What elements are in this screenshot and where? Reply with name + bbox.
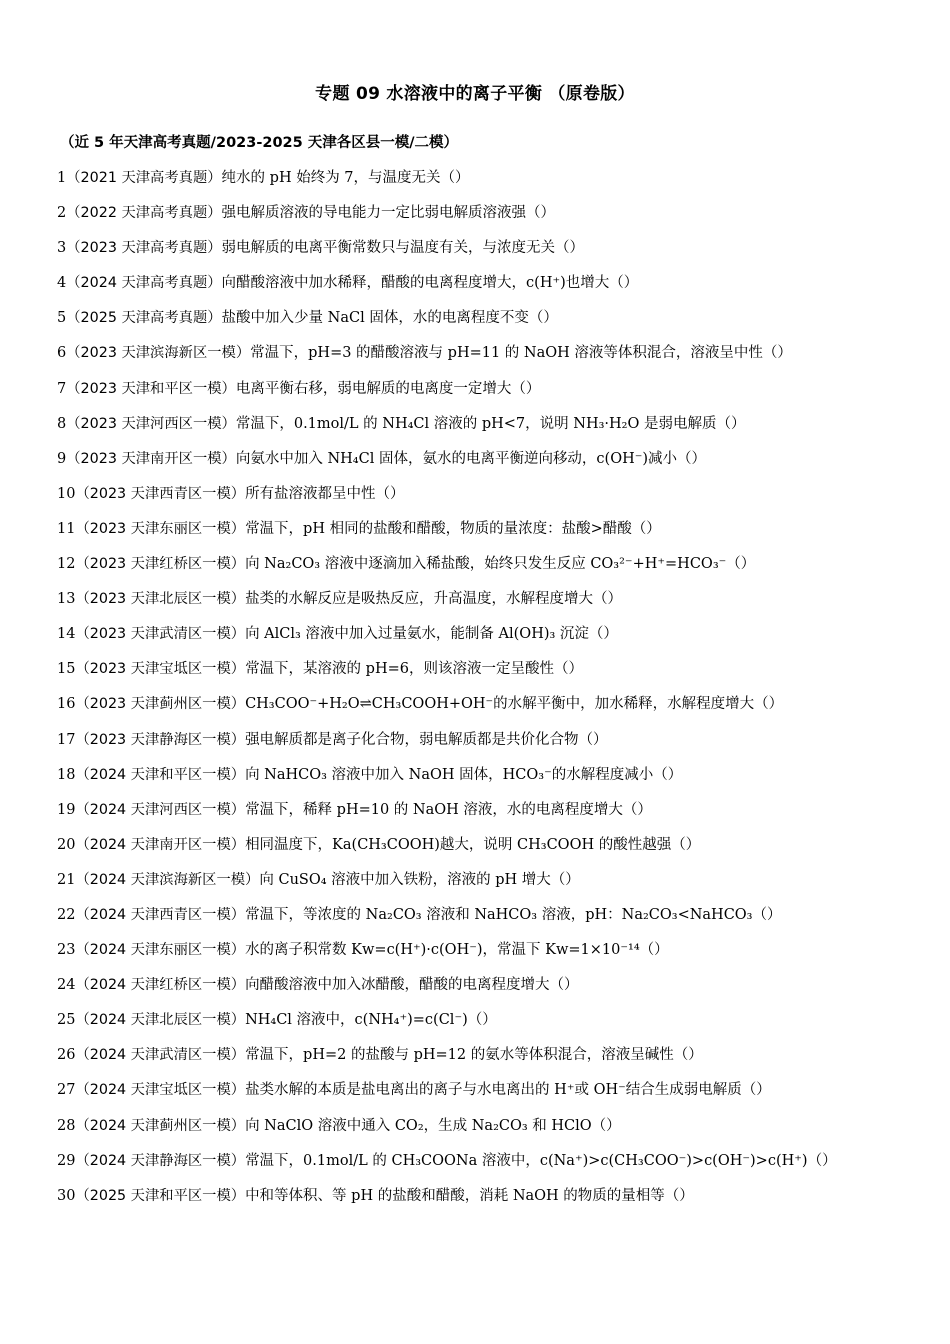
question-text: 向 AlCl₃ 溶液中加入过量氨水，能制备 Al(OH)₃ 沉淀（） [245, 626, 618, 643]
question-number: 24 [57, 977, 76, 994]
question-source: （2024 天津和平区一模） [75, 766, 246, 783]
question-item [57, 1007, 917, 1042]
question-list [57, 165, 917, 1218]
question-item [57, 551, 917, 586]
question-item [57, 727, 917, 762]
question-number: 27 [57, 1082, 76, 1099]
question-item [57, 376, 917, 411]
question-text: 常温下，0.1mol/L 的 NH₄Cl 溶液的 pH<7，说明 NH₃·H₂O 是弱电解质（） [235, 415, 746, 432]
question-item [57, 1183, 917, 1218]
question-text: 向 CuSO₄ 溶液中加入铁粉，溶液的 pH 增大（） [259, 871, 580, 888]
question-source: （2023 天津西青区一模） [75, 485, 246, 502]
question-number: 21 [57, 871, 76, 888]
question-text: 向 Na₂CO₃ 溶液中逐滴加入稀盐酸，始终只发生反应 CO₃²⁻+H⁺=HCO₃⁻（） [245, 556, 756, 573]
question-number: 29 [57, 1152, 76, 1169]
question-text: 强电解质溶液的导电能力一定比弱电解质溶液强（） [221, 205, 556, 222]
question-item [57, 937, 917, 972]
question-item [57, 691, 917, 726]
question-item [57, 446, 917, 481]
question-item [57, 972, 917, 1007]
question-number: 11 [57, 520, 76, 537]
question-source: （2023 天津高考真题） [66, 240, 222, 257]
question-item [57, 832, 917, 867]
question-text: 常温下，pH=3 的醋酸溶液与 pH=11 的 NaOH 溶液等体积混合，溶液呈中性（） [250, 345, 792, 362]
question-number: 3 [57, 240, 67, 257]
question-text: 盐类的水解反应是吸热反应，升高温度，水解程度增大（） [245, 591, 623, 608]
question-source: （2024 天津北辰区一模） [75, 1012, 246, 1029]
question-source: （2023 天津武清区一模） [75, 626, 246, 643]
question-item [57, 867, 917, 902]
question-number: 18 [57, 766, 76, 783]
question-source: （2024 天津南开区一模） [75, 836, 246, 853]
question-source: （2023 天津静海区一模） [75, 731, 246, 748]
question-number: 25 [57, 1012, 76, 1029]
question-number: 30 [57, 1187, 76, 1204]
question-item [57, 656, 917, 691]
question-text: 常温下，等浓度的 Na₂CO₃ 溶液和 NaHCO₃ 溶液，pH：Na₂CO₃<NaHCO₃（） [245, 906, 782, 923]
question-number: 15 [57, 661, 76, 678]
question-source: （2023 天津北辰区一模） [75, 591, 246, 608]
question-text: 常温下，pH 相同的盐酸和醋酸，物质的量浓度：盐酸>醋酸（） [245, 520, 661, 537]
question-number: 9 [57, 450, 67, 467]
question-number: 5 [57, 310, 67, 327]
question-source: （2023 天津宝坻区一模） [75, 661, 246, 678]
question-source: （2023 天津蓟州区一模） [75, 696, 246, 713]
question-source: （2023 天津东丽区一模） [75, 520, 246, 537]
question-number: 28 [57, 1117, 76, 1134]
question-item [57, 165, 917, 200]
question-source: （2025 天津高考真题） [66, 310, 222, 327]
question-text: 向醋酸溶液中加入冰醋酸，醋酸的电离程度增大（） [245, 977, 579, 994]
question-text: 常温下，稀释 pH=10 的 NaOH 溶液，水的电离程度增大（） [245, 801, 652, 818]
question-number: 19 [57, 801, 76, 818]
question-text: 所有盐溶液都呈中性（） [245, 485, 405, 502]
question-source: （2025 天津和平区一模） [75, 1187, 246, 1204]
question-item [57, 621, 917, 656]
question-source: （2024 天津东丽区一模） [75, 942, 246, 959]
question-number: 26 [57, 1047, 76, 1064]
question-item [57, 902, 917, 937]
question-source: （2024 天津蓟州区一模） [75, 1117, 246, 1134]
question-text: NH₄Cl 溶液中，c(NH₄⁺)=c(Cl⁻)（） [245, 1012, 497, 1029]
question-number: 10 [57, 485, 76, 502]
question-number: 7 [57, 380, 67, 397]
question-item [57, 797, 917, 832]
question-text: 盐酸中加入少量 NaCl 固体，水的电离程度不变（） [221, 310, 558, 327]
question-item [57, 235, 917, 270]
question-number: 12 [57, 556, 76, 573]
question-text: 向氨水中加入 NH₄Cl 固体，氨水的电离平衡逆向移动，c(OH⁻)减小（） [235, 450, 707, 467]
question-number: 8 [57, 415, 67, 432]
question-text: 相同温度下，Ka(CH₃COOH)越大，说明 CH₃COOH 的酸性越强（） [245, 836, 701, 853]
question-item [57, 516, 917, 551]
question-source: （2023 天津红桥区一模） [75, 556, 246, 573]
question-number: 22 [57, 906, 76, 923]
question-number: 6 [57, 345, 67, 362]
question-source: （2024 天津西青区一模） [75, 906, 246, 923]
question-text: CH₃COO⁻+H₂O⇌CH₃COOH+OH⁻的水解平衡中，加水稀释，水解程度增大（） [245, 696, 784, 713]
question-source: （2023 天津滨海新区一模） [66, 345, 251, 362]
question-source: （2024 天津河西区一模） [75, 801, 246, 818]
question-number: 23 [57, 942, 76, 959]
question-item [57, 270, 917, 305]
question-text: 盐类水解的本质是盐电离出的离子与水电离出的 H⁺或 OH⁻结合生成弱电解质（） [245, 1082, 771, 1099]
question-text: 纯水的 pH 始终为 7，与温度无关（） [221, 170, 470, 186]
question-source: （2021 天津高考真题） [66, 170, 222, 186]
question-source: （2024 天津静海区一模） [75, 1152, 246, 1169]
question-item [57, 481, 917, 516]
question-item [57, 200, 917, 235]
question-text: 电离平衡右移，弱电解质的电离度一定增大（） [235, 380, 541, 397]
question-text: 弱电解质的电离平衡常数只与温度有关，与浓度无关（） [221, 240, 585, 257]
question-number: 16 [57, 696, 76, 713]
question-text: 向 NaHCO₃ 溶液中加入 NaOH 固体，HCO₃⁻的水解程度减小（） [245, 766, 683, 783]
question-number: 13 [57, 591, 76, 608]
question-number: 17 [57, 731, 76, 748]
question-text: 向醋酸溶液中加水稀释，醋酸的电离程度增大，c(H⁺)也增大（） [221, 275, 639, 292]
question-item [57, 1148, 917, 1183]
question-text: 常温下，某溶液的 pH=6，则该溶液一定呈酸性（） [245, 661, 583, 678]
question-item [57, 1077, 917, 1112]
question-number: 4 [57, 275, 67, 292]
question-item [57, 305, 917, 340]
question-text: 中和等体积、等 pH 的盐酸和醋酸，消耗 NaOH 的物质的量相等（） [245, 1187, 694, 1204]
question-text: 向 NaClO 溶液中通入 CO₂，生成 Na₂CO₃ 和 HClO（） [245, 1117, 621, 1134]
question-source: （2022 天津高考真题） [66, 205, 222, 222]
question-item [57, 340, 917, 375]
document-title: 专题 09 水溶液中的离子平衡 （原卷版） [315, 84, 635, 104]
question-text: 常温下，pH=2 的盐酸与 pH=12 的氨水等体积混合，溶液呈碱性（） [245, 1047, 703, 1064]
question-item [57, 762, 917, 797]
question-number: 1 [57, 170, 67, 186]
question-item [57, 411, 917, 446]
question-source: （2024 天津宝坻区一模） [75, 1082, 246, 1099]
question-source: （2024 天津高考真题） [66, 275, 222, 292]
question-text: 强电解质都是离子化合物，弱电解质都是共价化合物（） [245, 731, 608, 748]
question-source: （2023 天津河西区一模） [66, 415, 236, 432]
question-source: （2024 天津滨海新区一模） [75, 871, 260, 888]
question-item [57, 1042, 917, 1077]
question-number: 2 [57, 205, 67, 222]
question-source: （2024 天津红桥区一模） [75, 977, 246, 994]
question-text: 常温下，0.1mol/L 的 CH₃COONa 溶液中，c(Na⁺)>c(CH₃COO⁻)>c(OH⁻)>c(H⁺)（） [245, 1152, 837, 1169]
question-text: 水的离子积常数 Kw=c(H⁺)·c(OH⁻)，常温下 Kw=1×10⁻¹⁴（） [245, 942, 669, 959]
question-number: 14 [57, 626, 76, 643]
question-source: （2023 天津南开区一模） [66, 450, 236, 467]
question-item [57, 1113, 917, 1148]
document-subtitle: （近 5 年天津高考真题/2023-2025 天津各区县一模/二模） [60, 135, 459, 151]
question-source: （2024 天津武清区一模） [75, 1047, 246, 1064]
question-item [57, 586, 917, 621]
question-number: 20 [57, 836, 76, 853]
question-source: （2023 天津和平区一模） [66, 380, 236, 397]
